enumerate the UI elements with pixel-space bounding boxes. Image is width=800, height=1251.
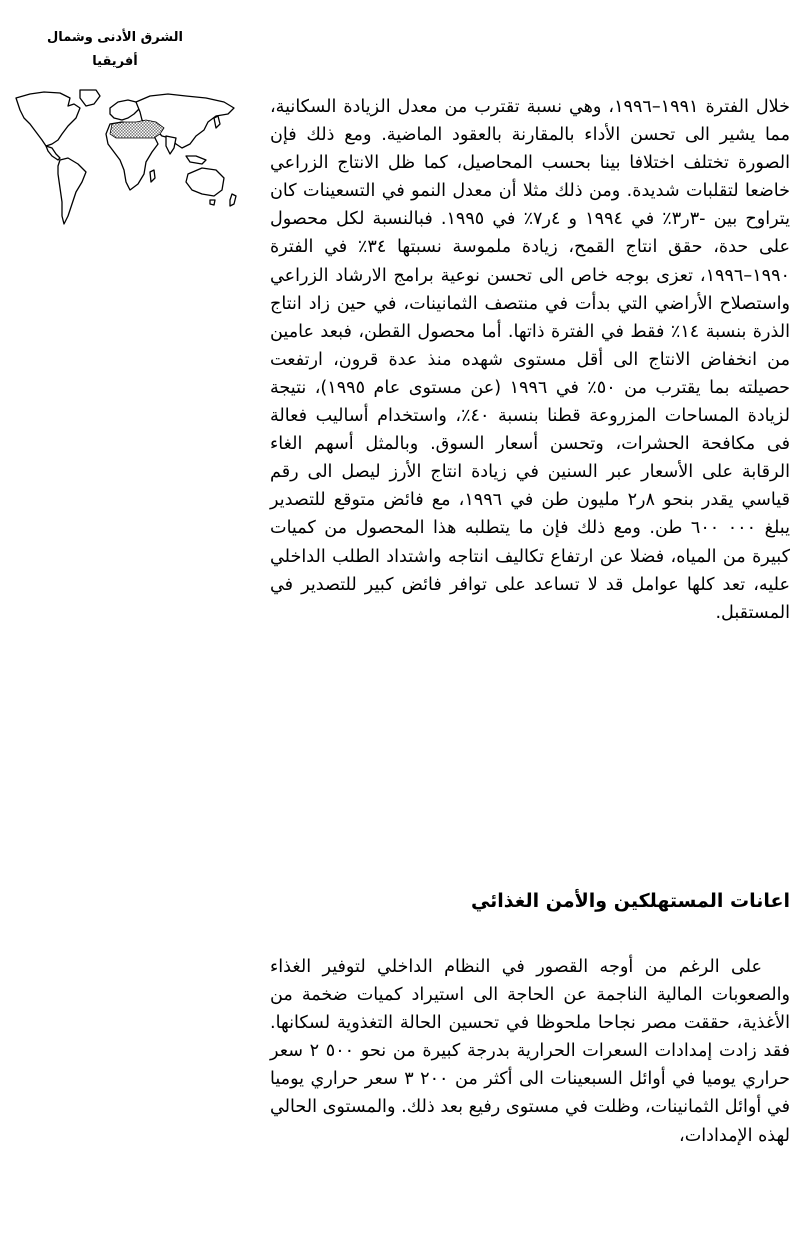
world-map-icon [10, 88, 242, 233]
new-zealand-shape [230, 194, 236, 206]
near-east-north-africa-highlight [110, 120, 164, 138]
tasmania-shape [210, 200, 215, 205]
south-america-shape [58, 158, 86, 224]
australia-shape [186, 168, 224, 196]
greenland-shape [80, 90, 100, 106]
section-heading: اعانات المستهلكين والأمن الغذائي [470, 890, 790, 912]
central-america-shape [46, 146, 60, 160]
body-paragraph-2: على الرغم من أوجه القصور في النظام الداخلي لتوفير الغذاء والصعوبات المالية الناجمة عن الحاجة الى استيراد كميات ضخمة من الأغذية، حققت مصر نجاحا ملحوظا في تحسين الحالة التغذوية لسكانها. فقد زادت إمدادات السعرات الحرارية بدرجة كبيرة من نحو ٥٠٠ ٢ سعر حراري يوميا في أوائل السبعينات الى أكثر من ٢٠٠ ٣ سعر حراري يوميا في أوائل الثمانينات، وظلت في مستوى رفيع بعد ذلك. والمستوى الحالي لهذه الإمدادات، [270, 957, 791, 1146]
body-paragraph-1: خلال الفترة ١٩٩١–١٩٩٦، وهي نسبة تقترب من معدل الزيادة السكانية، مما يشير الى تحسن الأداء بالمقارنة بالعقود الماضية. ومع ذلك فإن الصورة تختلف اختلافا بينا بحسب المحاصيل، كما ظل الانتاج الزراعي خاضعا لتقلبات شديدة. ومن ذلك مثلا أن معدل النمو في التسعينات كان يتراوح بين -٣ر٣٪ في ١٩٩٤ و ٤ر٧٪ في ١٩٩٥. فبالنسبة لكل محصول على حدة، حقق انتاج القمح، زيادة ملموسة نسبتها ٣٤٪ في الفترة ١٩٩٠–١٩٩٦، تعزى بوجه خاص الى تحسن نوعية برامج الارشاد الزراعي واستصلاح الأراضي التي بدأت في منتصف الثمانينات، في حين زاد انتاج الذرة بنسبة ١٤٪ فقط في الفترة ذاتها. أما محصول القطن، فبعد عامين من انخفاض الانتاج الى أقل مستوى شهده منذ عدة قرون، ارتفعت حصيلته بما يقترب من ٥٠٪ في ١٩٩٦ (عن مستوى عام ١٩٩٥)، نتيجة لزيادة المساحات المزروعة قطنا بنسبة ٤٠٪، واستخدام أساليب فعالة فى مكافحة الحشرات، وتحسن أسعار السوق. وبالمثل أسهم الغاء الرقابة على الأسعار عبر السنين في زيادة انتاج الأرز ليصل الى رقم قياسي يقدر بنحو ٨ر٢ مليون طن في ١٩٩٦، مع فائض متوقع للتصدير يبلغ ٠٠٠ ٦٠٠ طن. ومع ذلك فإن ما يتطلبه هذا المحصول من كميات كبيرة من المياه، فضلا عن ارتفاع تكاليف انتاجه واشتداد الطلب الداخلي عليه، تعد كلها عوامل قد لا تساعد على توافر فائض كبير للتصدير في المستقبل. [270, 97, 791, 623]
region-label-line-2: أفريقيا [92, 54, 138, 69]
japan-shape [214, 116, 220, 128]
india-shape [166, 136, 176, 154]
north-america-shape [16, 92, 80, 146]
region-label [30, 26, 200, 74]
indonesia-shape [186, 156, 206, 164]
europe-shape [110, 100, 140, 120]
region-label-line-1: الشرق الأدنى وشمال [47, 30, 183, 45]
madagascar-shape [150, 170, 155, 182]
